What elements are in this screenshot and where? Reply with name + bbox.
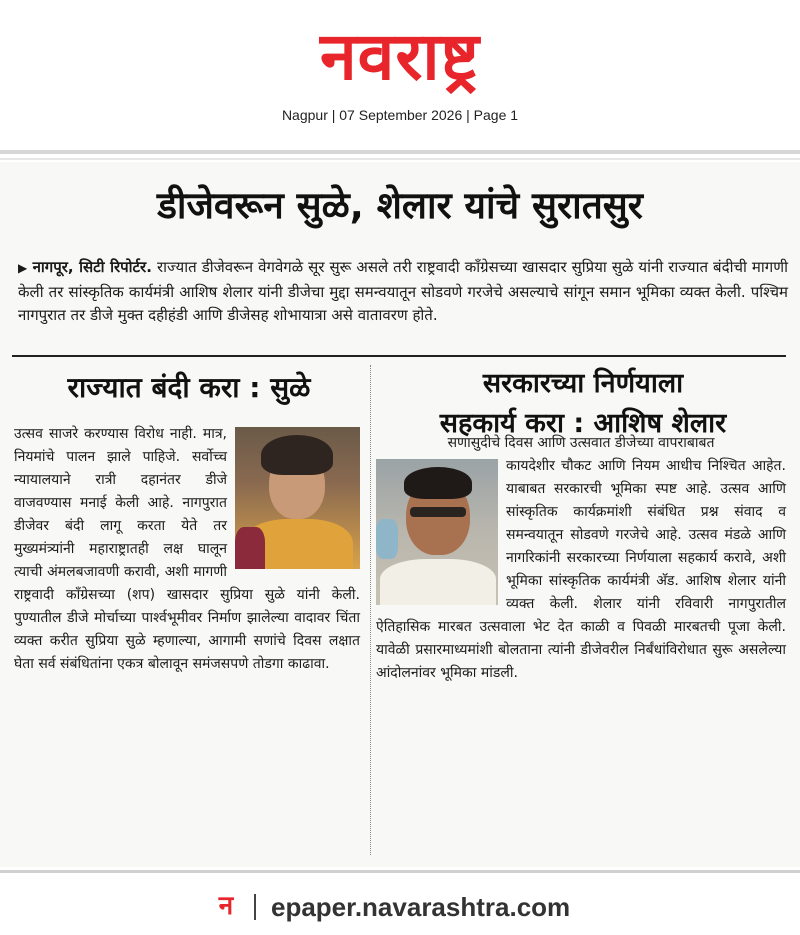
- masthead-divider: [0, 150, 800, 154]
- right-subheadline-line2: सहकार्य करा : आशिष शेलार: [439, 408, 727, 439]
- epaper-link[interactable]: epaper.navarashtra.com: [271, 892, 571, 922]
- ashish-shelar-photo: [376, 459, 498, 605]
- left-subheadline: राज्यात बंदी करा : सुळे: [67, 371, 311, 404]
- right-column-text: कायदेशीर चौकट आणि नियम आधीच निश्चित आहेत. याबाबत सरकारची भूमिका स्पष्ट आहे. उत्सव आणि सांस्कृतिक कार्यक्रमांशी संबंधित प्रश्न संवाद व समन्वयातून सोडवणे गरजेचे आहे. उत्सव मंडळे आणि नागरिकांनी सरकारच्या निर्णयाला सहकार्य करावे, अशी भूमिका सांस्कृतिक कार्यमंत्री अ‍ॅड. आशिष शेलार यांनी व्यक्त केली. शेलार यांनी रविवारी नागपुरातील ऐतिहासिक मारबत उत्सवाला भेट देत काळी व पिवळी मारबतची पूजा केली. यावेळी प्रसारमाध्यमांशी बोलताना त्यांनी डीजेवरील निर्बंधांविरोधात सुरू असलेल्या आंदोलनांवर भूमिका मांडली.: [376, 458, 786, 681]
- footer-separator: [254, 894, 256, 920]
- masthead-divider-thin: [0, 158, 800, 160]
- right-subheadline-line1: सरकारच्या निर्णयाला: [482, 368, 684, 399]
- lead-dateline: नागपूर, सिटी रिपोर्टर.: [32, 258, 152, 276]
- footer-divider: [0, 870, 800, 873]
- newspaper-logo: नवराष्ट्र: [320, 18, 480, 95]
- brand-icon: न: [218, 891, 234, 921]
- edition-dateline: Nagpur | 07 September 2026 | Page 1: [281, 107, 519, 123]
- lead-marker-icon: ▶: [18, 261, 28, 275]
- article-headline: डीजेवरून सुळे, शेलार यांचे सुरातसुर: [157, 184, 643, 227]
- left-column-text: उत्सव साजरे करण्यास विरोध नाही. मात्र, नियमांचे पालन झाले पाहिजे. सर्वोच्च न्यायालयाने रात्री दहानंतर डीजे वाजवण्यास मनाई केली आहे. नागपुरात डीजेवर बंदी लागू करता येते तर मुख्यमंत्र्यांनी महाराष्ट्रातही लक्ष घालून त्याची अंमलबजावणी करावी, अशी मागणी राष्ट्रवादी काँग्रेसच्या (शप) खासदार सुप्रिया सुळे यांनी केली. पुण्यातील डीजे मोर्चाच्या पार्श्वभूमीवर निर्माण झालेल्या वादावर चिंता व्यक्त करीत सुप्रिया सुळे म्हणाल्या, आगामी सणांचे दिवस लक्षात घेता सर्व संबंधितांना एकत्र बोलावून समंजसपणे तोडगा काढावा.: [14, 426, 360, 672]
- left-column: [14, 423, 360, 676]
- column-divider: [370, 365, 372, 855]
- right-column-intro: सणासुदीचे दिवस आणि उत्सवात डीजेच्या वापराबाबत: [447, 435, 715, 451]
- right-column: [376, 455, 786, 685]
- article-lead: [18, 256, 788, 328]
- section-divider: [12, 355, 786, 357]
- masthead: [0, 0, 800, 150]
- supriya-sule-photo: [235, 427, 360, 569]
- lead-text: राज्यात डीजेवरून वेगवेगळे सूर सुरू असले तरी राष्ट्रवादी काँग्रेसच्या खासदार सुप्रिया सुळे यांनी राज्यात बंदीची मागणी केली तर सांस्कृतिक कार्यमंत्री आशिष शेलार यांनी डीजेचा मुद्दा समन्वयातून सोडवणे गरजेचे असल्याचे सांगून समान भूमिका व्यक्त केली. पश्चिम नागपुरात तर डीजे मुक्त दहीहंडी आणि डीजेसह शोभायात्रा असे वातावरण होते.: [18, 258, 788, 324]
